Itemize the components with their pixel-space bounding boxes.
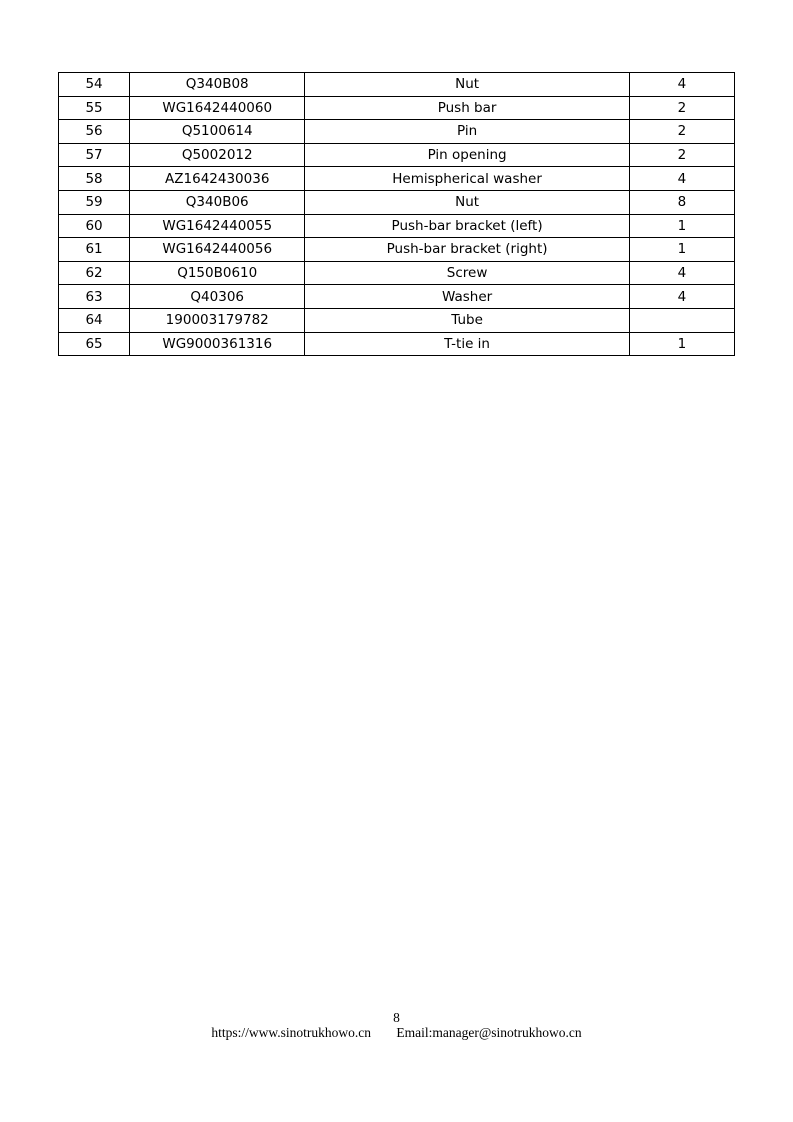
item-number-cell: 58 [59, 167, 130, 191]
part-number-cell: Q340B08 [130, 73, 305, 97]
table-row [59, 214, 735, 238]
table-row [59, 332, 735, 356]
part-name-cell: T-tie in [305, 332, 629, 356]
item-number-cell: 55 [59, 96, 130, 120]
part-name-cell: Pin [305, 120, 629, 144]
part-name-cell: Tube [305, 308, 629, 332]
part-name-cell: Pin opening [305, 143, 629, 167]
parts-table [58, 72, 735, 356]
item-number-cell: 62 [59, 261, 130, 285]
table-row [59, 143, 735, 167]
table-row [59, 96, 735, 120]
part-name-cell: Push-bar bracket (left) [305, 214, 629, 238]
table-row [59, 73, 735, 97]
item-number-cell: 59 [59, 190, 130, 214]
email-link[interactable]: Email:manager@sinotrukhowo.cn [396, 1025, 582, 1040]
part-number-cell: 190003179782 [130, 308, 305, 332]
table-row [59, 190, 735, 214]
table-row [59, 120, 735, 144]
part-number-cell: Q150B0610 [130, 261, 305, 285]
quantity-cell: 1 [629, 214, 734, 238]
part-number-cell: AZ1642430036 [130, 167, 305, 191]
table-row [59, 285, 735, 309]
website-link[interactable]: https://www.sinotrukhowo.cn [211, 1025, 371, 1040]
quantity-cell: 2 [629, 120, 734, 144]
part-number-cell: WG9000361316 [130, 332, 305, 356]
table-row [59, 261, 735, 285]
quantity-cell: 4 [629, 167, 734, 191]
part-number-cell: Q5002012 [130, 143, 305, 167]
item-number-cell: 61 [59, 238, 130, 262]
quantity-cell: 1 [629, 238, 734, 262]
part-name-cell: Nut [305, 73, 629, 97]
quantity-cell: 8 [629, 190, 734, 214]
table-row [59, 238, 735, 262]
part-name-cell: Push-bar bracket (right) [305, 238, 629, 262]
item-number-cell: 60 [59, 214, 130, 238]
quantity-cell: 1 [629, 332, 734, 356]
part-number-cell: WG1642440055 [130, 214, 305, 238]
part-name-cell: Nut [305, 190, 629, 214]
quantity-cell: 2 [629, 143, 734, 167]
item-number-cell: 56 [59, 120, 130, 144]
quantity-cell: 4 [629, 261, 734, 285]
part-name-cell: Screw [305, 261, 629, 285]
table-row [59, 308, 735, 332]
item-number-cell: 64 [59, 308, 130, 332]
part-number-cell: WG1642440056 [130, 238, 305, 262]
part-number-cell: Q5100614 [130, 120, 305, 144]
page-footer [0, 1025, 793, 1041]
part-name-cell: Push bar [305, 96, 629, 120]
quantity-cell: 4 [629, 285, 734, 309]
page-number: 8 [393, 1010, 400, 1025]
quantity-cell: 2 [629, 96, 734, 120]
quantity-cell: 4 [629, 73, 734, 97]
part-name-cell: Washer [305, 285, 629, 309]
table-row [59, 167, 735, 191]
part-number-cell: Q340B06 [130, 190, 305, 214]
part-number-cell: Q40306 [130, 285, 305, 309]
item-number-cell: 65 [59, 332, 130, 356]
quantity-cell [629, 308, 734, 332]
item-number-cell: 57 [59, 143, 130, 167]
item-number-cell: 63 [59, 285, 130, 309]
item-number-cell: 54 [59, 73, 130, 97]
part-number-cell: WG1642440060 [130, 96, 305, 120]
part-name-cell: Hemispherical washer [305, 167, 629, 191]
